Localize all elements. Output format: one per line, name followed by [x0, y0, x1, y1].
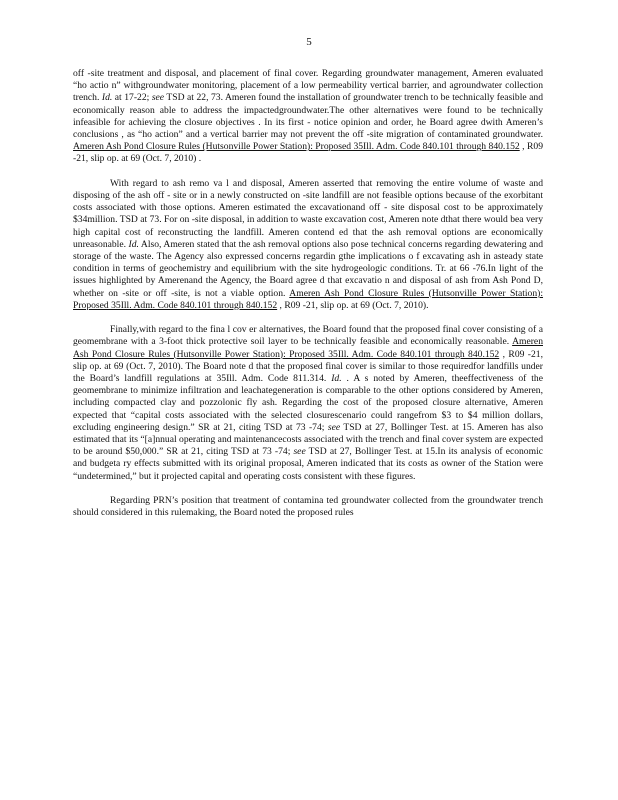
italic-signal: see [327, 421, 341, 433]
text-run: TSD at 27, Bollinger Test. at 15.In its analysis of economic and budgeta ry effects submitted with its original proposal, Ameren indicated that its costs as owner of the Station were “undetermined,” but it projected capital and operating costs consistent with these figures. [73, 446, 543, 482]
text-run: With regard to ash remo va l and disposal, Ameren asserted that removing the entire volume of waste and disposing of the ash off - site or in a newly constructed on -site landfill are not feasible options because of the exorbitant costs associated with those options. Ameren estimated the excavationand off - site disposal cost to be approximately $34million. TSD at 73. For on -site disposal, in addition to waste excavation cost, Ameren note dthat there would bea very high capital cost of reconstructing the landfill. Ameren contend ed that the ash removal options are economically unreasonable. [73, 177, 543, 250]
text-run: TSD at 22, 73. Ameren found the installation of groundwater trench to be technically feasible and economically reason able to address the impactedgroundwater.The other alternatives were found to be technically infeasible for achieving the closure objectives . In its first - notice opinion and order, he Board agree dwith Ameren’s conclusions , as “ho action” and a vertical barrier may not prevent the off -site migration of contaminated groundwater. [73, 92, 543, 141]
document-body [73, 68, 543, 532]
italic-signal: Id. [331, 373, 342, 385]
text-run: at 17-22; [112, 92, 152, 104]
case-citation: Ameren Ash Pond Closure Rules (Hutsonville Power Station): Proposed 35Ill. Adm. Code 840.101 through 840.152 [73, 287, 544, 311]
paragraph-final-cover-alternatives [73, 324, 543, 483]
text-run: , R09 -21, slip op. at 69 (Oct. 7, 2010). The Board note d that the proposed final cover is similar to those requiredfor landfills under the Board’s landfill regulations at 35Ill. Adm. Code 811.314. [73, 348, 543, 385]
text-run: , R09 -21, slip op. at 69 (Oct. 7, 2010) . [73, 141, 543, 165]
text-run: Also, Ameren stated that the ash removal options also pose technical concerns regarding dewatering and storage of the waste. The Agency also expressed concerns regardin gthe implications o f excavating ash in asteady state condition in terms of geochemistry and equilibrium with the site hydrogeologic conditions. Tr. at 66 -76.In light of the issues highlighted by Amerenand the Agency, the Board agree d that excavatio n and disposal of ash from Ash Pond D, whether on -site or off -site, is not a viable option. [73, 238, 543, 299]
italic-signal: see [293, 446, 306, 458]
paragraph-ash-removal-disposal [73, 178, 543, 312]
italic-signal: Id. [101, 92, 113, 104]
paragraph-cover-alternatives-continued [73, 68, 543, 166]
text-run: TSD at 27, Bollinger Test. at 15. Ameren has also estimated that its “[a]nnual operating and maintenancecosts associated with the trench and final cover system are expected to be around $50,000.” SR at 21, citing TSD at 73 -74; [73, 421, 543, 458]
text-run: . A s noted by Ameren, theeffectiveness of the geomembrane to minimize infiltration and leachategeneration is comparable to the other options considered by Ameren, including compacted clay and pozzolonic fly ash. Regarding the cost of the proposed closure alternative, Ameren expected that “capital costs associated with the selected closurescenario could rangefrom $3 to $4 million dollars, excluding engineering design.” SR at 21, citing TSD at 73 -74; [73, 373, 543, 433]
text-run: Finally,with regard to the fina l cov er alternatives, the Board found that the proposed final cover consisting of a geomembrane with a 3-foot thick protective soil layer to be technically feasible and economically reasonable. [73, 324, 543, 348]
italic-signal: see [151, 92, 165, 104]
italic-signal: Id. [128, 238, 139, 250]
text-run: off -site treatment and disposal, and placement of final cover. Regarding groundwater management, Ameren evaluated “ho actio n” withgroundwater monitoring, placement of a low permeability vertical barrier, and agroundwater collection trench. [73, 68, 543, 104]
case-citation: Ameren Ash Pond Closure Rules (Hutsonville Power Station): Proposed 35Ill. Adm. Code 840.101 through 840.152 [73, 141, 520, 153]
text-run: , R09 -21, slip op. at 69 (Oct. 7, 2010). [277, 299, 429, 311]
page-number: 5 [306, 36, 312, 48]
case-citation: Ameren Ash Pond Closure Rules (Hutsonville Power Station): Proposed 35Ill. Adm. Code 840.101 through 840.152 [73, 336, 543, 360]
text-run: Regarding PRN’s position that treatment of contamina ted groundwater collected from the groundwater trench should considered in this rulemaking, the Board noted the proposed rules [73, 495, 543, 519]
paragraph-prn-position [73, 495, 543, 519]
